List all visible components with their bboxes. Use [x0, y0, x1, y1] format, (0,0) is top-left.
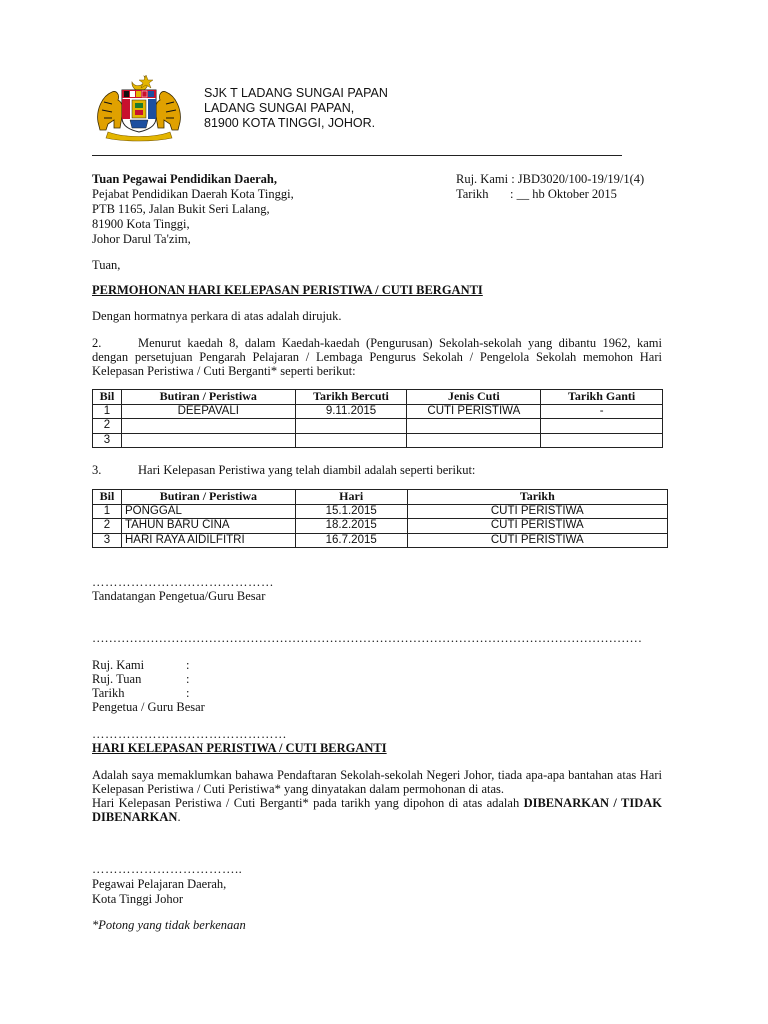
- table-cell: 9.11.2015: [295, 404, 407, 419]
- table-cell: [541, 433, 663, 448]
- table-cell: CUTI PERISTIWA: [407, 504, 667, 519]
- table-header-row: [93, 490, 668, 505]
- table-header-cell: Tarikh Bercuti: [295, 390, 407, 405]
- signature-label-principal: Tandatangan Pengetua/Guru Besar: [92, 589, 266, 603]
- paragraph-3-number: 3.: [92, 463, 102, 477]
- reply-body-2: [92, 796, 662, 824]
- header-divider: [92, 155, 622, 156]
- reference-date-value: : __ hb Oktober 2015: [510, 187, 617, 201]
- reply-body-1: Adalah saya memaklumkan bahawa Pendaftaran Sekolah-sekolah Negeri Johor, tiada apa-apa bantahan atas Hari Kelepasan Peristiwa / Cuti Peristiwa* yang dinyatakan dalam permohonan di atas.: [92, 768, 662, 797]
- table-cell: PONGGAL: [121, 504, 295, 519]
- table-header-cell: Tarikh Ganti: [541, 390, 663, 405]
- paragraph-3: [92, 463, 475, 478]
- table-row: [93, 404, 663, 419]
- signature-line-officer: ……………………………..: [92, 862, 243, 876]
- table-cell: 1: [93, 504, 122, 519]
- table-cell: [121, 419, 295, 434]
- paragraph-1: Dengan hormatnya perkara di atas adalah dirujuk.: [92, 309, 342, 323]
- table-cell: 1: [93, 404, 122, 419]
- recipient-line1: Pejabat Pendidikan Daerah Kota Tinggi,: [92, 187, 294, 201]
- recipient-title: Tuan Pegawai Pendidikan Daerah,: [92, 172, 277, 186]
- table-header-cell: Butiran / Peristiwa: [121, 490, 295, 505]
- paragraph-3-text: Hari Kelepasan Peristiwa yang telah diambil adalah seperti berikut:: [138, 463, 476, 477]
- reply-tarikh-label: Tarikh: [92, 686, 125, 700]
- table-cell: DEEPAVALI: [121, 404, 295, 419]
- table-row: [93, 533, 668, 548]
- table-header-cell: Bil: [93, 490, 122, 505]
- table-cell: 2: [93, 519, 122, 534]
- reply-subject-heading: HARI KELEPASAN PERISTIWA / CUTI BERGANTI: [92, 741, 387, 755]
- officer-location: Kota Tinggi Johor: [92, 892, 183, 906]
- reply-body-2-end: .: [177, 810, 181, 825]
- reply-ruj-tuan-label: Ruj. Tuan: [92, 672, 142, 686]
- paragraph-2-text: Menurut kaedah 8, dalam Kaedah-kaedah (Pengurusan) Sekolah-sekolah yang dibantu 1962, kami dengan persetujuan Pengarah Pelajaran / Lembaga Pengurus Sekolah / Pengelola Sekolah memohon Hari Kelepasan Peristiwa / Cuti Berganti* seperti berikut:: [92, 336, 662, 379]
- table-header-row: [93, 390, 663, 405]
- table-cell: [541, 419, 663, 434]
- table-cell: 16.7.2015: [295, 533, 407, 548]
- table-cell: [407, 419, 541, 434]
- officer-title: Pegawai Pelajaran Daerah,: [92, 877, 227, 891]
- holidays-taken-table: [92, 489, 668, 548]
- table-cell: CUTI PERISTIWA: [407, 404, 541, 419]
- table-cell: 3: [93, 433, 122, 448]
- table-header-cell: Bil: [93, 390, 122, 405]
- table-cell: [407, 433, 541, 448]
- table-cell: 18.2.2015: [295, 519, 407, 534]
- table-header-cell: Jenis Cuti: [407, 390, 541, 405]
- reply-colon: :: [186, 686, 190, 700]
- footnote: *Potong yang tidak berkenaan: [92, 918, 246, 932]
- reply-dots: ………………………………………: [92, 727, 287, 741]
- reference-number: Ruj. Kami : JBD3020/100-19/19/1(4): [456, 172, 645, 186]
- school-name: SJK T LADANG SUNGAI PAPAN: [204, 86, 388, 100]
- coat-of-arms-logo: [94, 72, 184, 142]
- table-cell: 2: [93, 419, 122, 434]
- table-header-cell: Tarikh: [407, 490, 667, 505]
- cut-separator: ……………………………………………………………………………………………………………………: [92, 631, 642, 645]
- recipient-line4: Johor Darul Ta'zim,: [92, 232, 191, 246]
- table-cell: CUTI PERISTIWA: [407, 533, 667, 548]
- table-cell: 15.1.2015: [295, 504, 407, 519]
- letterhead: [204, 86, 388, 131]
- signature-line-principal: ……………………………………: [92, 575, 274, 589]
- table-cell: 3: [93, 533, 122, 548]
- table-cell: HARI RAYA AIDILFITRI: [121, 533, 295, 548]
- table-cell: CUTI PERISTIWA: [407, 519, 667, 534]
- subject-heading: PERMOHONAN HARI KELEPASAN PERISTIWA / CUTI BERGANTI: [92, 283, 483, 297]
- holiday-request-table: [92, 389, 663, 448]
- recipient-line3: 81900 Kota Tinggi,: [92, 217, 190, 231]
- reply-body-2-text: Hari Kelepasan Peristiwa / Cuti Berganti* pada tarikh yang dipohon di atas adalah: [92, 796, 524, 810]
- reply-colon: :: [186, 658, 190, 672]
- reply-decision: DIBENARKAN / TIDAK DIBENARKAN: [92, 796, 662, 825]
- reply-colon: :: [186, 672, 190, 686]
- paragraph-2: [92, 336, 662, 379]
- table-cell: [295, 419, 407, 434]
- table-row: [93, 519, 668, 534]
- recipient-line2: PTB 1165, Jalan Bukit Seri Lalang,: [92, 202, 270, 216]
- reply-addressee: Pengetua / Guru Besar: [92, 700, 205, 714]
- paragraph-2-number: 2.: [92, 336, 102, 350]
- table-header-cell: Butiran / Peristiwa: [121, 390, 295, 405]
- school-address-line1: LADANG SUNGAI PAPAN,: [204, 101, 355, 115]
- table-cell: TAHUN BARU CINA: [121, 519, 295, 534]
- reference-date-label: Tarikh: [456, 187, 489, 201]
- table-cell: [295, 433, 407, 448]
- table-cell: [121, 433, 295, 448]
- table-row: [93, 504, 668, 519]
- table-cell: -: [541, 404, 663, 419]
- table-row: [93, 433, 663, 448]
- salutation: Tuan,: [92, 258, 121, 272]
- table-row: [93, 419, 663, 434]
- reply-ruj-kami-label: Ruj. Kami: [92, 658, 145, 672]
- table-header-cell: Hari: [295, 490, 407, 505]
- school-address-line2: 81900 KOTA TINGGI, JOHOR.: [204, 116, 376, 130]
